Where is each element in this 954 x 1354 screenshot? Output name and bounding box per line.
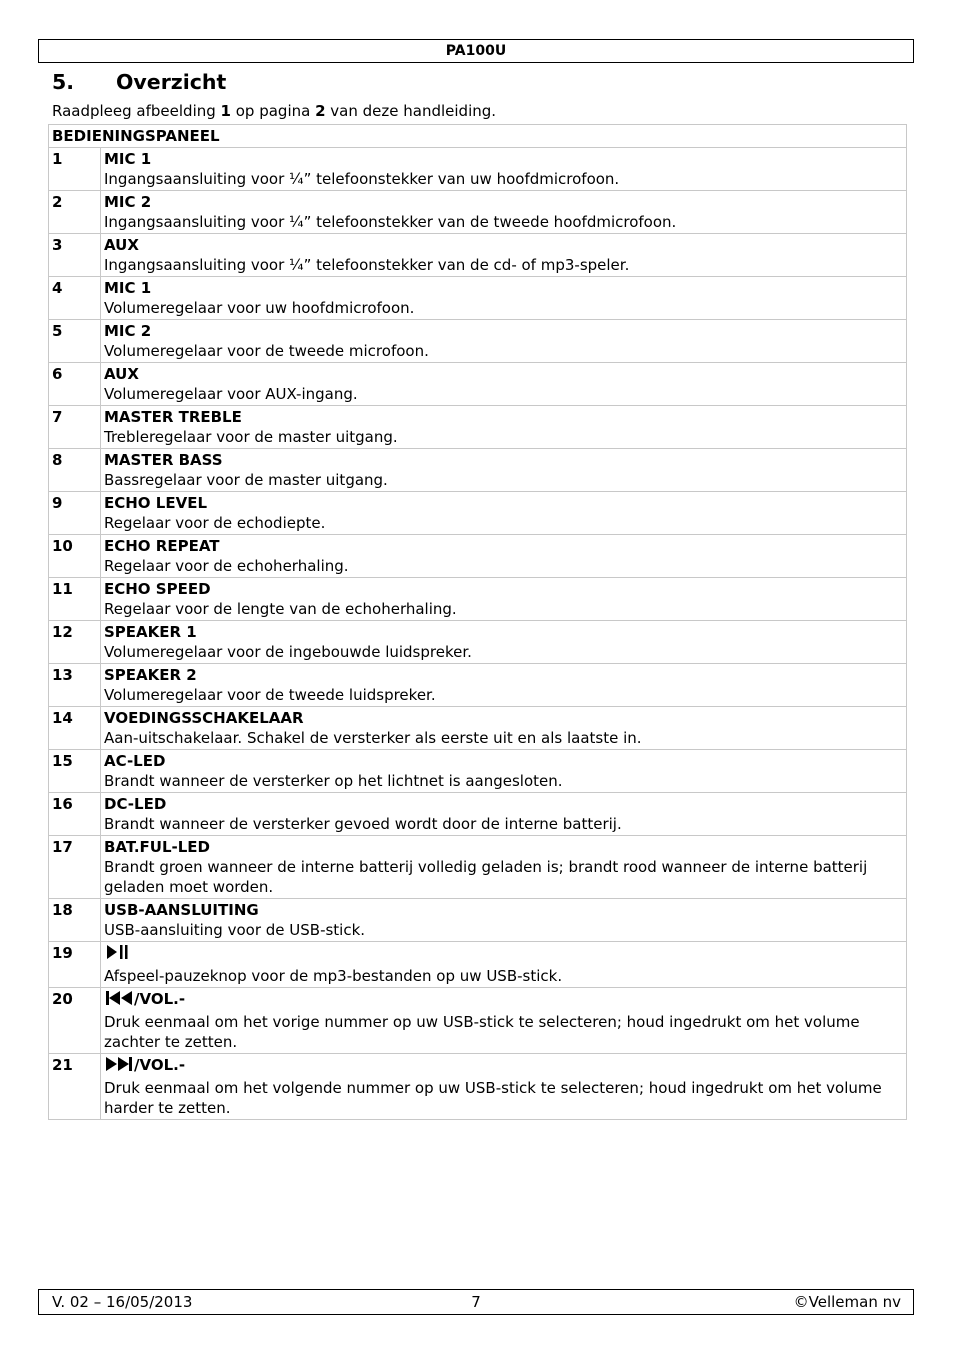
row-description: Ingangsaansluiting voor ¼” telefoonstekker van de cd- of mp3-speler. <box>104 256 630 274</box>
row-content <box>101 234 907 277</box>
row-content <box>101 750 907 793</box>
row-content <box>101 664 907 707</box>
row-title-text: AUX <box>104 236 139 254</box>
table-row <box>49 750 907 793</box>
row-title-text: AUX <box>104 365 139 383</box>
row-number: 2 <box>49 191 101 234</box>
model-name: PA100U <box>445 43 507 59</box>
section-number: 5. <box>52 70 75 94</box>
previous-track-icon <box>104 989 134 1012</box>
row-title <box>104 493 903 513</box>
row-title <box>104 943 903 966</box>
row-description: Regelaar voor de echoherhaling. <box>104 557 349 575</box>
row-title <box>104 192 903 212</box>
row-description: Bassregelaar voor de master uitgang. <box>104 471 388 489</box>
row-number: 3 <box>49 234 101 277</box>
row-description: Druk eenmaal om het vorige nummer op uw USB-stick te selecteren; houd ingedrukt om het volume zachter te zetten. <box>104 1013 860 1051</box>
row-number: 21 <box>49 1054 101 1120</box>
row-content <box>101 277 907 320</box>
next-track-icon <box>104 1055 134 1078</box>
row-title-text: SPEAKER 1 <box>104 623 197 641</box>
row-number: 20 <box>49 988 101 1054</box>
row-number: 6 <box>49 363 101 406</box>
row-description: Volumeregelaar voor de tweede luidspreker. <box>104 686 436 704</box>
row-number: 16 <box>49 793 101 836</box>
row-number: 8 <box>49 449 101 492</box>
row-title <box>104 622 903 642</box>
row-description: USB-aansluiting voor de USB-stick. <box>104 921 366 939</box>
row-title <box>104 321 903 341</box>
row-description: Trebleregelaar voor de master uitgang. <box>104 428 398 446</box>
row-title <box>104 536 903 556</box>
row-number: 4 <box>49 277 101 320</box>
table-heading: BEDIENINGSPANEEL <box>49 125 907 148</box>
row-description: Ingangsaansluiting voor ¼” telefoonstekker van de tweede hoofdmicrofoon. <box>104 213 677 231</box>
table-row <box>49 988 907 1054</box>
table-row <box>49 793 907 836</box>
row-title-text: VOEDINGSSCHAKELAAR <box>104 709 304 727</box>
row-title <box>104 989 903 1012</box>
row-content <box>101 988 907 1054</box>
row-title <box>104 665 903 685</box>
row-title <box>104 278 903 298</box>
intro-after: van deze handleiding. <box>325 102 497 120</box>
row-number: 19 <box>49 942 101 988</box>
row-number: 15 <box>49 750 101 793</box>
row-content <box>101 899 907 942</box>
row-content <box>101 836 907 899</box>
row-content <box>101 578 907 621</box>
footer-version: V. 02 – 16/05/2013 <box>52 1293 193 1311</box>
table-row <box>49 1054 907 1120</box>
row-description: Volumeregelaar voor de ingebouwde luidspreker. <box>104 643 472 661</box>
page-footer <box>38 1289 914 1315</box>
row-title <box>104 1055 903 1078</box>
control-panel-table <box>48 124 907 1120</box>
row-title-text: /VOL.- <box>134 990 186 1008</box>
row-title-text: DC-LED <box>104 795 167 813</box>
intro-text <box>52 102 496 120</box>
row-content <box>101 492 907 535</box>
row-title <box>104 235 903 255</box>
row-title <box>104 364 903 384</box>
footer-page-number: 7 <box>471 1293 481 1311</box>
table-row <box>49 535 907 578</box>
row-description: Regelaar voor de lengte van de echoherhaling. <box>104 600 457 618</box>
row-content <box>101 535 907 578</box>
row-description: Afspeel-pauzeknop voor de mp3-bestanden op uw USB-stick. <box>104 967 563 985</box>
intro-figure-ref: 1 <box>220 102 231 120</box>
row-number: 17 <box>49 836 101 899</box>
row-title-text: AC-LED <box>104 752 166 770</box>
row-title-text: ECHO LEVEL <box>104 494 208 512</box>
row-number: 1 <box>49 148 101 191</box>
row-title-text: MIC 2 <box>104 193 152 211</box>
row-description: Volumeregelaar voor uw hoofdmicrofoon. <box>104 299 415 317</box>
row-title <box>104 149 903 169</box>
row-title-text: USB-AANSLUITING <box>104 901 259 919</box>
play-pause-icon <box>104 943 130 966</box>
row-title-text: ECHO SPEED <box>104 580 211 598</box>
row-number: 14 <box>49 707 101 750</box>
section-title <box>52 70 226 94</box>
table-row <box>49 492 907 535</box>
row-description: Brandt groen wanneer de interne batterij volledig geladen is; brandt rood wanneer de interne batterij geladen moet worden. <box>104 858 868 896</box>
table-row <box>49 148 907 191</box>
table-row <box>49 664 907 707</box>
row-title-text: MIC 2 <box>104 322 152 340</box>
row-content <box>101 406 907 449</box>
table-row <box>49 406 907 449</box>
row-title-text: MIC 1 <box>104 150 152 168</box>
section-heading: Overzicht <box>116 70 227 94</box>
row-content <box>101 449 907 492</box>
row-title-text: MASTER TREBLE <box>104 408 242 426</box>
table-row <box>49 578 907 621</box>
table-row <box>49 277 907 320</box>
row-number: 13 <box>49 664 101 707</box>
table-row <box>49 836 907 899</box>
row-content <box>101 148 907 191</box>
row-content <box>101 363 907 406</box>
row-content <box>101 320 907 363</box>
row-description: Ingangsaansluiting voor ¼” telefoonstekker van uw hoofdmicrofoon. <box>104 170 620 188</box>
row-content <box>101 621 907 664</box>
row-description: Druk eenmaal om het volgende nummer op uw USB-stick te selecteren; houd ingedrukt om het volume harder te zetten. <box>104 1079 882 1117</box>
row-title <box>104 900 903 920</box>
table-row <box>49 234 907 277</box>
table-row <box>49 363 907 406</box>
row-content <box>101 707 907 750</box>
table-row <box>49 191 907 234</box>
row-title-text: MASTER BASS <box>104 451 223 469</box>
row-title-text: ECHO REPEAT <box>104 537 220 555</box>
table-heading-row <box>49 125 907 148</box>
intro-page-ref: 2 <box>315 102 326 120</box>
footer-copyright: ©Velleman nv <box>793 1293 901 1311</box>
row-number: 10 <box>49 535 101 578</box>
row-title <box>104 837 903 857</box>
row-number: 12 <box>49 621 101 664</box>
row-description: Volumeregelaar voor AUX-ingang. <box>104 385 358 403</box>
row-description: Regelaar voor de echodiepte. <box>104 514 326 532</box>
intro-middle: op pagina <box>230 102 316 120</box>
row-title-text: /VOL.- <box>134 1056 186 1074</box>
row-content <box>101 191 907 234</box>
row-description: Brandt wanneer de versterker op het lichtnet is aangesloten. <box>104 772 563 790</box>
row-title <box>104 794 903 814</box>
row-title <box>104 407 903 427</box>
row-number: 7 <box>49 406 101 449</box>
row-number: 18 <box>49 899 101 942</box>
table-row <box>49 320 907 363</box>
row-title <box>104 579 903 599</box>
row-title <box>104 450 903 470</box>
row-number: 11 <box>49 578 101 621</box>
row-content <box>101 942 907 988</box>
row-title <box>104 708 903 728</box>
row-content <box>101 793 907 836</box>
table-row <box>49 621 907 664</box>
row-title <box>104 751 903 771</box>
intro-before: Raadpleeg afbeelding <box>52 102 221 120</box>
table-row <box>49 942 907 988</box>
table-row <box>49 707 907 750</box>
row-content <box>101 1054 907 1120</box>
row-description: Brandt wanneer de versterker gevoed wordt door de interne batterij. <box>104 815 622 833</box>
table-row <box>49 899 907 942</box>
row-title-text: BAT.FUL-LED <box>104 838 210 856</box>
row-title-text: SPEAKER 2 <box>104 666 197 684</box>
row-description: Aan-uitschakelaar. Schakel de versterker als eerste uit en als laatste in. <box>104 729 642 747</box>
table-row <box>49 449 907 492</box>
row-number: 5 <box>49 320 101 363</box>
row-description: Volumeregelaar voor de tweede microfoon. <box>104 342 429 360</box>
row-title-text: MIC 1 <box>104 279 152 297</box>
page-header <box>38 39 914 63</box>
row-number: 9 <box>49 492 101 535</box>
